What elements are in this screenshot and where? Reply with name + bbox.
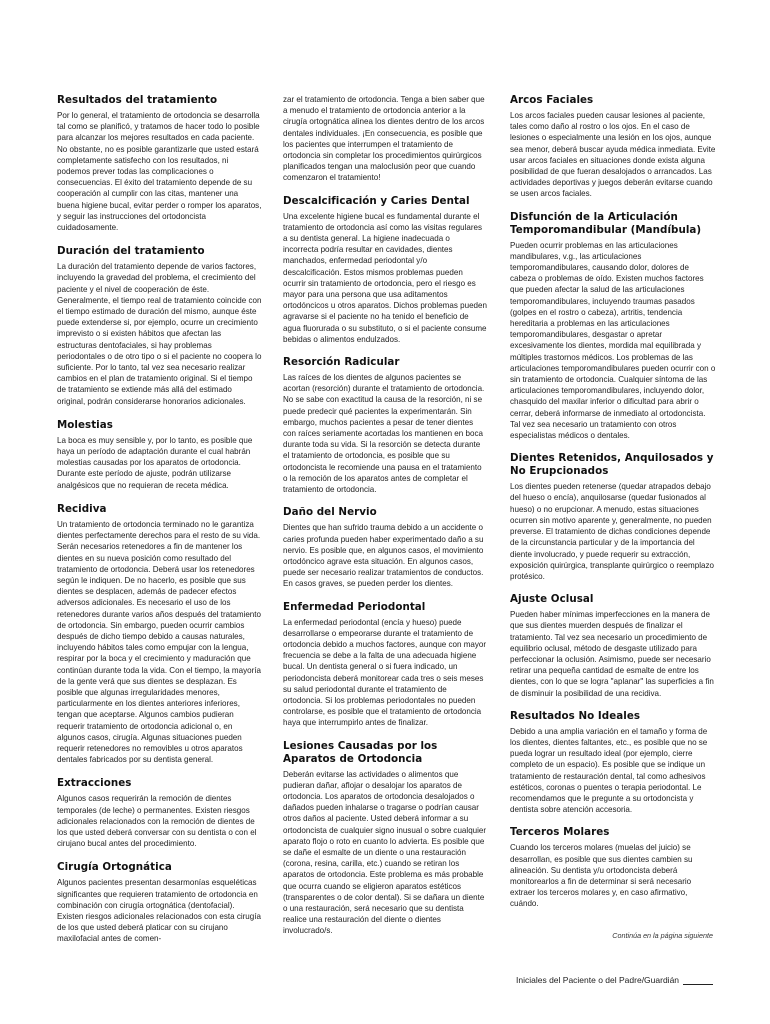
- text-recidiva: Un tratamiento de ortodoncia terminado no le garantiza dientes perfectamente derechos para el resto de su vida. Serán necesarios retenedores a fin de mantener los dientes en su nueva posición como resultado del tratamiento de ortodoncia. Deberá usar los retenedores según le indiquen. De no hacerlo, es posible que sus dientes se desplacen, además de padecer efectos adversos adicionales. Es necesario el uso de los retenedores durante varios años después del tratamiento de ortodoncia. Sin embargo, pueden ocurrir cambios después de dicho tiempo debido a causas naturales, incluyendo hábitos tales como empujar con la lengua, respirar por la boca y el crecimiento y maduración que continúan durante toda la vida. Con el tiempo, la mayoría de la gente verá que sus dientes se desplazan. Es posible que algunas irregularidades menores, particularmente en los dientes anteriores inferiores, tengan que aceptarse. Algunos cambios pudieran requerir tratamiento de ortodoncia adicional o, en algunos casos, cirugía. Algunas situaciones pueden requerir retenedores no removibles u otros aparatos dentales fabricados por su dentista general.: [57, 519, 261, 765]
- heading-extracciones: Extracciones: [57, 777, 132, 790]
- text-disfuncion: Pueden ocurrir problemas en las articulaciones mandibulares, v.g., las articulaciones temporomandibulares, causando dolor, dolores de cabeza o problemas de oído. Existen muchos factores que pueden afectar la salud de las articulaciones temporomandibulares, incluyendo traumas pasados (golpes en el rostro o cabeza), artritis, tendencia hereditaria a problemas en las articulaciones temporomandibulares, desgastar o apretar excesivamente los dientes, mordida mal equilibrada y múltiples trastornos médicos. Los problemas de las articulaciones temporomandibulares pueden ocurrir con o sin tratamiento de ortodoncia. Cualquier síntoma de las articulaciones temporomandibulares, incluyendo dolor, chasquido del maxilar inferior o dificultad para abrir o cerrar, deberá informarse de inmediato al ortodoncista. Tal vez sea necesario un tratamiento con otros especialistas médicos o dentales.: [510, 240, 716, 441]
- text-terceros: Cuando los terceros molares (muelas del juicio) se desarrollan, es posible que sus dientes cambien su alineación. Su dentista y/u ortodoncista deberá monitorearlos a fin de determinar si será necesario extraer los terceros molares y, en caso afirmativo, cuándo.: [510, 843, 693, 909]
- text-resorcion: Las raíces de los dientes de algunos pacientes se acortan (resorción) durante el tratamiento de ortodoncia. No se sabe con exactitud la causa de la resorción, ni se puede predecir qué pacientes la experimentarán. Sin embargo, muchos pacientes a pesar de tener dientes con raíces seriamente acortadas los mantienen en boca durante toda su vida. Si la resorción se detecta durante el tratamiento de ortodoncia, es posible que su ortodoncista le recomiende una pausa en el tratamiento o la remoción de los aparatos antes de completar el tratamiento de ortodoncia.: [283, 373, 485, 495]
- heading-ajuste: Ajuste Oclusal: [510, 593, 594, 606]
- heading-molestias: Molestias: [57, 418, 113, 431]
- heading-recidiva: Recidiva: [57, 502, 107, 515]
- heading-duracion: Duración del tratamiento: [57, 245, 205, 258]
- text-periodontal: La enfermedad periodontal (encía y hueso) puede desarrollarse o empeorarse durante el tratamiento de ortodoncia debido a muchos factores, aunque con mayor frecuencia se debe a la falta de una adecuada higiene bucal. Un dentista general o si fuera indicado, un periodoncista deberá monitorear cada tres o seis meses su salud periodontal durante el tratamiento de ortodoncia. Si los problemas periodontales no pueden controlarse, es posible que el tratamiento de ortodoncia haya que interrumpirlo antes de finalizar.: [283, 617, 487, 728]
- text-cirugia-continued: zar el tratamiento de ortodoncia. Tenga a bien saber que a menudo el tratamiento de ortodoncia anterior a la cirugía ortognática alinea los dientes dentro de los arcos dentales individuales. ¡En consecuencia, es posible que los pacientes que interrumpen el tratamiento de ortodoncia sin completar los procedimientos quirúrgicos planificados tengan una maloclusión peor que cuando comenzaron el tratamiento!: [283, 95, 485, 183]
- text-descalcificacion: Una excelente higiene bucal es fundamental durante el tratamiento de ortodoncia así como las visitas regulares a su dentista general. La higiene inadecuada o incorrecta podría resultar en cavidades, dientes manchados, enfermedad periodontal y/o descalcificación. Estos mismos problemas pueden ocurrir sin tratamiento de ortodoncia, pero el riesgo es mayor para una persona que usa aditamentos ortodóncicos u otros aparatos. Dichos problemas pueden agravarse si el paciente no ha tenido el beneficio de agua fluorurada o su substituto, o si el paciente consume bebidas o alimentos endulzados.: [283, 211, 487, 344]
- text-duracion: La duración del tratamiento depende de varios factores, incluyendo la gravedad del problema, el crecimiento del paciente y el nivel de cooperación de éste. Generalmente, el tiempo real de tratamiento coincide con el tiempo estimado de duración del mismo, aunque éste puede extenderse si, por ejemplo, ocurre un crecimiento imprevisto o si existen hábitos que afectan las estructuras dentofaciales, si hay problemas periodontales o de otro tipo o si el paciente no coopera lo suficiente. Por lo tanto, tal vez sea necesario realizar cambios en el plan de tratamiento original. Si el tiempo de tratamiento se extiende más allá del estimado original, podrán considerarse honorarios adicionales.: [57, 262, 262, 406]
- text-dano-nervio: Dientes que han sufrido trauma debido a un accidente o caries profunda pueden haber experimentado daño a su nervio. Es posible que, en algunos casos, el movimiento ortodóncico agrave esta situación. En algunos casos, puede ser necesario realizar tratamientos de conductos. En casos graves, se pueden perder los dientes.: [283, 523, 484, 589]
- text-arcos: Los arcos faciales pueden causar lesiones al paciente, tales como daño al rostro o los ojos. En el caso de lesiones o especialmente una lesión en los ojos, aunque sea menor, deberá buscar ayuda médica inmediata. Evite usar arcos faciales en situaciones donde exista alguna posibilidad de que fueran desalojados o arrancados. Las actividades deportivas y juegos deberán evitarse cuando se usen arcos faciales.: [510, 111, 716, 199]
- heading-terceros: Terceros Molares: [510, 826, 610, 839]
- initials-label: Iniciales del Paciente o del Padre/Guardián: [516, 975, 680, 985]
- column-1: [57, 94, 262, 957]
- text-lesiones: Deberán evitarse las actividades o alimentos que pudieran dañar, aflojar o desalojar los aparatos de ortodoncia. Los aparatos de ortodoncia desalojados o dañados pueden inhalarse o tragarse o podrían causar otros daños al paciente. Usted deberá informar a su ortodoncista de cualquier signo inusual o sobre cualquier aparato flojo o roto en cuanto lo advierta. Es posible que se dañe el esmalte de un diente o una restauración (corona, resina, carilla, etc.) cuando se retiran los aparatos de ortodoncia. Este problema es más probable que ocurra cuando se eligieron aparatos estéticos (transparentes o de color dental). Si se dañara un diente o una restauración, será necesario que su dentista realice una restauración del diente o dientes involucrado/s.: [283, 769, 487, 936]
- text-extracciones: Algunos casos requerirán la remoción de dientes temporales (de leche) o permanentes. Existen riesgos adicionales relacionados con la remoción de dientes de los que usted deberá conversar con su dentista o con el cirujano bucal antes del procedimiento.: [57, 794, 257, 849]
- column-3: [510, 94, 716, 921]
- heading-lesiones: Lesiones Causadas por los Aparatos de Ortodoncia: [283, 739, 438, 765]
- continued-note: Continúa en la página siguiente: [612, 931, 713, 940]
- initials-line[interactable]: [683, 976, 713, 985]
- text-molestias: La boca es muy sensible y, por lo tanto, es posible que haya un período de adaptación durante el cual habrán molestias causadas por los aparatos de ortodoncia. Durante este período de ajuste, podrán utilizarse analgésicos que no requieran de receta médica.: [57, 435, 253, 490]
- heading-periodontal: Enfermedad Periodontal: [283, 600, 426, 613]
- text-cirugia: Algunos pacientes presentan desarmonías esqueléticas significantes que requieren tratamiento de ortodoncia en combinación con cirugía ortognática (dentofacial). Existen riesgos adicionales relacionados con esta cirugía de los que usted deberá platicar con su cirujano maxilofacial antes de comen-: [57, 878, 261, 944]
- heading-resultados: Resultados del tratamiento: [57, 94, 218, 106]
- heading-dientes-retenidos: Dientes Retenidos, Anquilosados y No Erupcionados: [510, 452, 714, 478]
- heading-resorcion: Resorción Radicular: [283, 356, 400, 369]
- text-resultados: Por lo general, el tratamiento de ortodoncia se desarrolla tal como se planificó, y tratamos de hacer todo lo posible para alcanzar los mejores resultados en cada paciente. No obstante, no es posible garantizarle que usted estará completamente satisfecho con los resultados, ni podemos prever todas las complicaciones o consecuencias. El éxito del tratamiento depende de su cooperación al cumplir con las citas, mantener una buena higiene bucal, evitar perder o romper los aparatos, y seguir las instrucciones del ortodoncista cuidadosamente.: [57, 111, 262, 233]
- heading-no-ideales: Resultados No Ideales: [510, 709, 641, 722]
- heading-arcos: Arcos Faciales: [510, 94, 594, 106]
- heading-dano-nervio: Daño del Nervio: [283, 506, 377, 519]
- heading-disfuncion: Disfunción de la Articulación Temporomandibular (Mandíbula): [510, 210, 702, 236]
- text-dientes-retenidos: Los dientes pueden retenerse (quedar atrapados debajo del hueso o encía), anquilosarse (quedar fusionados al hueso) o no erupcionar. A menudo, estas situaciones ocurren sin motivo aparente y, generalmente, no pueden preverse. El tratamiento de dichas condiciones depende de la circunstancia particular y de la importancia del diente involucrado, y puede requerir su extracción, exposición quirúrgica, transplante quirúrgico o reemplazo protésico.: [510, 482, 714, 581]
- heading-descalcificacion: Descalcificación y Caries Dental: [283, 194, 470, 207]
- initials-field[interactable]: [516, 975, 713, 985]
- heading-cirugia: Cirugía Ortognática: [57, 861, 172, 874]
- text-ajuste: Pueden haber mínimas imperfecciones en la manera de que sus dientes muerden después de finalizar el tratamiento. Tal vez sea necesario un procedimiento de equilibrio oclusal, método de desgaste utilizado para perfeccionar la oclusión. Asimismo, puede ser necesario retirar una pequeña cantidad de esmalte de entre los dientes, con lo que se logra "aplanar" las superficies a fin de disminuir la posibilidad de una recidiva.: [510, 610, 714, 698]
- column-2: [283, 94, 487, 948]
- text-no-ideales: Debido a una amplia variación en el tamaño y forma de los dientes, dientes faltantes, etc., es posible que no se pueda lograr un resultado ideal (por ejemplo, cierre completo de un espacio). Es posible que se indique un tratamiento de restauración dental, tal como adhesivos estéticos, coronas o puentes o terapia periodontal. Le recomendamos que le pregunte a su ortodoncista y dentista sobre atención accesoria.: [510, 726, 708, 815]
